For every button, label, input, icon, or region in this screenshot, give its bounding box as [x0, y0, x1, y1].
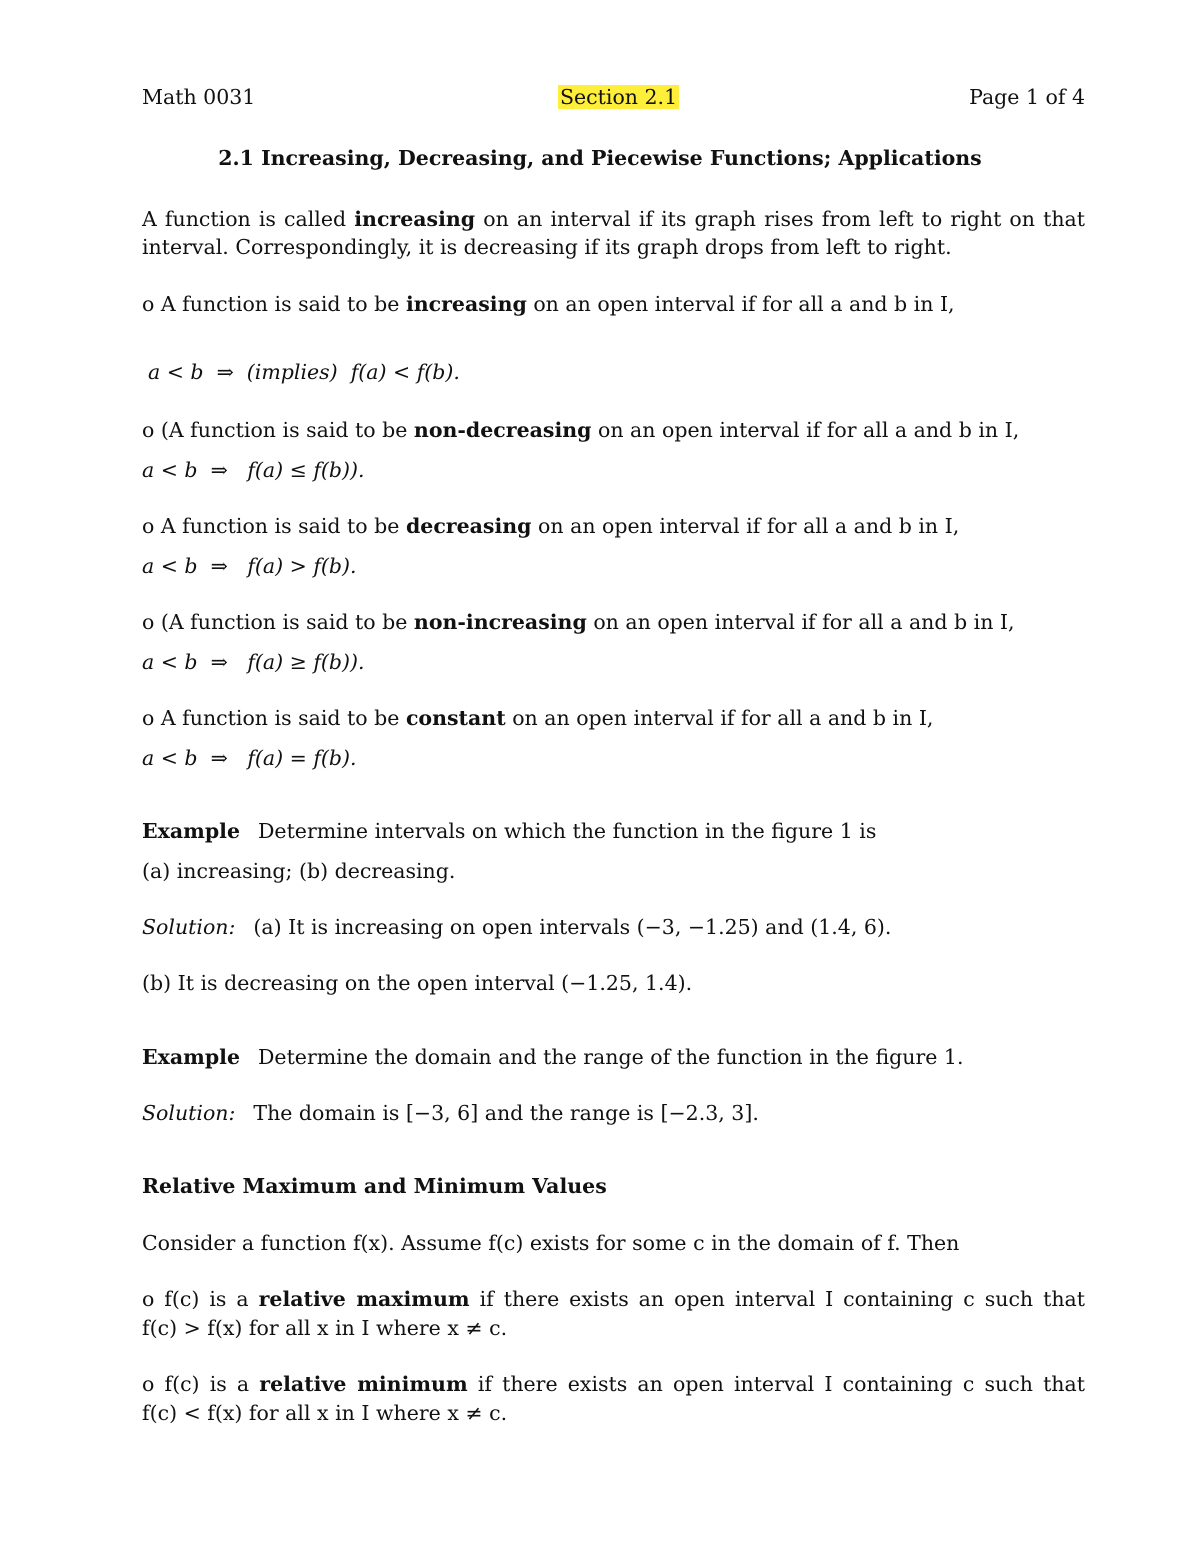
definition-condition: if for all a and b in I,	[741, 292, 955, 316]
definition-text: o f(c) is a	[142, 1372, 250, 1396]
formula-non-increasing: a < b ⇒ f(a) ≥ f(b)).	[142, 650, 365, 674]
page-title: 2.1 Increasing, Decreasing, and Piecewise Functions; Applications	[218, 146, 982, 170]
definition-term: non-increasing	[413, 610, 587, 634]
definition-non-decreasing	[142, 416, 1085, 444]
section-heading: Relative Maximum and Minimum Values	[142, 1174, 607, 1198]
definition-constant	[142, 704, 1085, 732]
solution-text: The domain is [−3, 6] and the range is [−2.3, 3].	[253, 1101, 759, 1125]
header-section	[558, 83, 679, 111]
intro-bold-term: increasing	[354, 207, 476, 231]
definition-text: o (A function is said to be	[142, 418, 408, 442]
header-page-number: Page 1 of 4	[969, 85, 1085, 109]
definition-increasing	[142, 290, 1085, 318]
example-1-prompt	[142, 817, 1085, 845]
section-intro: Consider a function f(x). Assume f(c) exists for some c in the domain of f. Then	[142, 1231, 960, 1255]
intro-line-2: interval. Correspondingly, it is decreasing if its graph drops from left to right.	[142, 235, 952, 259]
formula-constant: a < b ⇒ f(a) = f(b).	[142, 746, 357, 770]
example-2-prompt	[142, 1043, 1085, 1071]
relative-maximum-line-1	[142, 1285, 1085, 1313]
definition-term: decreasing	[405, 514, 532, 538]
intro-line-1	[142, 205, 1085, 233]
definition-text: o A function is said to be	[142, 514, 400, 538]
definition-text: o A function is said to be	[142, 706, 400, 730]
definition-text: if there exists an open interval I containing c such that	[479, 1287, 1085, 1311]
definition-text: on an open interval	[533, 292, 735, 316]
definition-text: on an open interval	[512, 706, 714, 730]
example-label: Example	[142, 819, 240, 843]
header-section-highlight: Section 2.1	[560, 85, 678, 109]
solution-label: Solution:	[142, 915, 236, 939]
relative-minimum-line-2: f(c) < f(x) for all x in I where x ≠ c.	[142, 1401, 508, 1425]
formula-non-decreasing: a < b ⇒ f(a) ≤ f(b)).	[142, 458, 365, 482]
definition-text: if there exists an open interval I containing c such that	[477, 1372, 1085, 1396]
definition-term: increasing	[405, 292, 527, 316]
solution-text: (a) It is increasing on open intervals (−3, −1.25) and (1.4, 6).	[253, 915, 892, 939]
example-1-solution-a	[142, 913, 1085, 941]
header-course: Math 0031	[142, 85, 256, 109]
solution-label: Solution:	[142, 1101, 236, 1125]
definition-text: o (A function is said to be	[142, 610, 408, 634]
definition-text: on an open interval	[598, 418, 800, 442]
definition-text: on an open interval	[593, 610, 795, 634]
intro-text: on an interval if its graph rises from left to right on that	[483, 207, 1085, 231]
relative-minimum-line-1	[142, 1370, 1085, 1398]
definition-condition: if for all a and b in I,	[720, 706, 934, 730]
definition-text: on an open interval	[538, 514, 740, 538]
definition-condition: if for all a and b in I,	[806, 418, 1020, 442]
relative-maximum-line-2: f(c) > f(x) for all x in I where x ≠ c.	[142, 1316, 508, 1340]
definition-condition: if for all a and b in I,	[801, 610, 1015, 634]
definition-term: relative maximum	[258, 1287, 470, 1311]
definition-text: o f(c) is a	[142, 1287, 249, 1311]
example-text: Determine intervals on which the function in the figure 1 is	[258, 819, 877, 843]
example-1-solution-b: (b) It is decreasing on the open interval (−1.25, 1.4).	[142, 971, 693, 995]
example-1-parts: (a) increasing; (b) decreasing.	[142, 859, 456, 883]
definition-term: non-decreasing	[413, 418, 592, 442]
formula-decreasing: a < b ⇒ f(a) > f(b).	[142, 554, 357, 578]
example-2-solution	[142, 1099, 1085, 1127]
example-text: Determine the domain and the range of the function in the figure 1.	[258, 1045, 964, 1069]
definition-term: constant	[405, 706, 506, 730]
formula-increasing: a < b ⇒ (implies) f(a) < f(b).	[148, 360, 460, 384]
definition-decreasing	[142, 512, 1085, 540]
definition-term: relative minimum	[259, 1372, 468, 1396]
definition-text: o A function is said to be	[142, 292, 400, 316]
intro-text: A function is called	[142, 207, 347, 231]
definition-condition: if for all a and b in I,	[746, 514, 960, 538]
example-label: Example	[142, 1045, 240, 1069]
definition-non-increasing	[142, 608, 1085, 636]
